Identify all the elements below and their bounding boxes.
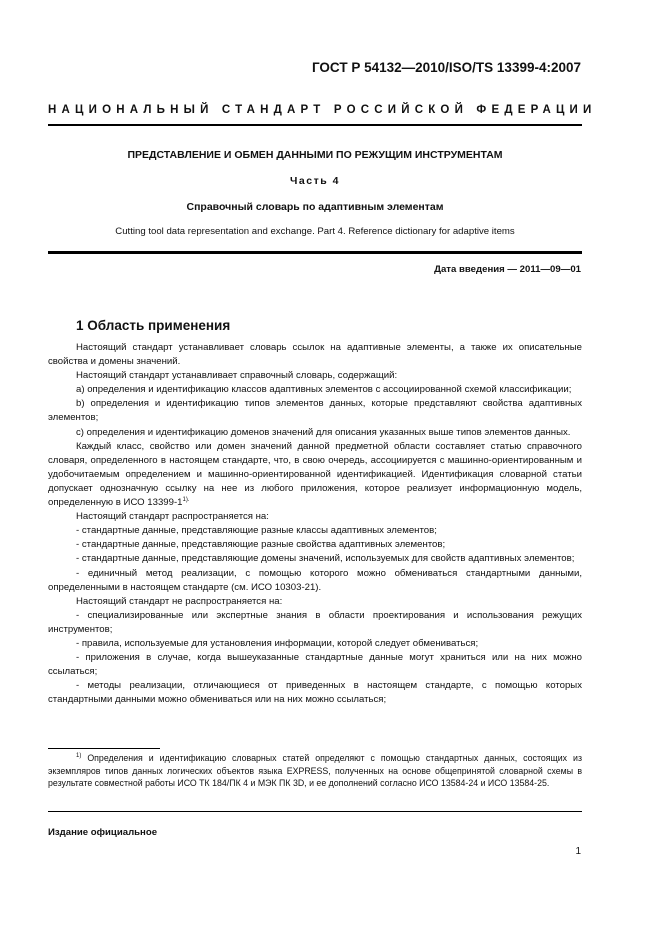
footnote-mark: 1): [76, 753, 82, 760]
paragraph-text: Каждый класс, свойство или домен значений данной предметной области составляет статью справочного словаря, определенного в настоящем стандарте, что, в свою очередь, ассоциируется с машинно-ориентированным и удобочитаемым определением и машинно-ориентированной идентификацией. Идентификация словарной статьи допускает однозначную ссылку на нее из любого приложения, которое реализует информационную модель, определенную в ИСО 13399-1: [48, 440, 582, 509]
introduction-date: Дата введения — 2011—09—01: [434, 264, 581, 275]
english-title: Cutting tool data representation and exchange. Part 4. Reference dictionary for adaptive items: [115, 226, 515, 237]
paragraph: [48, 440, 582, 510]
footnote-reference[interactable]: 1).: [182, 496, 190, 503]
paragraph: Настоящий стандарт устанавливает справочный словарь, содержащий:: [76, 370, 398, 382]
paragraph: Настоящий стандарт не распространяется на:: [76, 595, 283, 607]
paragraph: - правила, используемые для установления информации, которой следует обмениваться;: [76, 637, 479, 649]
paragraph: Настоящий стандарт устанавливает словарь ссылок на адаптивные элементы, а также их описательные свойства и домены значений.: [48, 342, 582, 368]
document-subtitle: Справочный словарь по адаптивным элементам: [186, 201, 444, 213]
national-standard-banner: НАЦИОНАЛЬНЫЙ СТАНДАРТ РОССИЙСКОЙ ФЕДЕРАЦИИ: [48, 104, 597, 116]
section-heading: 1 Область применения: [76, 318, 231, 333]
part-label: Часть 4: [290, 175, 340, 187]
footnote-separator: [48, 748, 160, 749]
footnote: [48, 752, 582, 790]
document-title: ПРЕДСТАВЛЕНИЕ И ОБМЕН ДАННЫМИ ПО РЕЖУЩИМ ИНСТРУМЕНТАМ: [127, 149, 503, 161]
top-rule: [48, 124, 582, 126]
paragraph: Настоящий стандарт распространяется на:: [76, 511, 269, 523]
title-rule: [48, 251, 582, 254]
paragraph: - стандартные данные, представляющие разные свойства адаптивных элементов;: [76, 539, 446, 551]
paragraph: c) определения и идентификацию доменов значений для описания указанных выше типов элементов данных.: [76, 426, 571, 438]
section-body: [48, 341, 582, 707]
paragraph: - единичный метод реализации, с помощью которого можно обмениваться стандартными данными, определенными в настоящем стандарте (см. ИСО 10303-21).: [48, 567, 582, 593]
paragraph: - стандартные данные, представляющие домены значений, используемых для свойств адаптивных элементов;: [76, 553, 575, 565]
paragraph: - методы реализации, отличающиеся от приведенных в настоящем стандарте, с помощью которых стандартными данными можно обмениваться или на них можно ссылаться;: [48, 680, 582, 706]
footnote-body: Определения и идентификацию словарных статей определяют с помощью стандартных данных, состоящих из экземпляров типов данных логических объектов языка EXPRESS, полученных на основе общепринятой словарной схемы в результате совместной работы ИСО ТК 184/ПК 4 и МЭК ПК 3D, и ее дополнений согласно ИСО 13584-24 и ИСО 13584-25.: [48, 753, 582, 789]
paragraph: - специализированные или экспертные знания в области проектирования и использования режущих инструментов;: [48, 609, 582, 635]
paragraph: - стандартные данные, представляющие разные классы адаптивных элементов;: [76, 525, 437, 537]
paragraph: b) определения и идентификацию типов элементов данных, которые представляют свойства адаптивных элементов;: [48, 398, 582, 424]
paragraph: - приложения в случае, когда вышеуказанные стандартные данные могут храниться или на них можно ссылаться;: [48, 652, 582, 678]
edition-label: Издание официальное: [48, 827, 158, 838]
standard-code: ГОСТ Р 54132—2010/ISO/TS 13399-4:2007: [311, 60, 581, 75]
page-number: 1: [575, 846, 581, 857]
paragraph: a) определения и идентификацию классов адаптивных элементов с ассоциированной схемой классификации;: [76, 384, 572, 396]
footnote-text: [48, 752, 582, 790]
bottom-rule: [48, 811, 582, 812]
